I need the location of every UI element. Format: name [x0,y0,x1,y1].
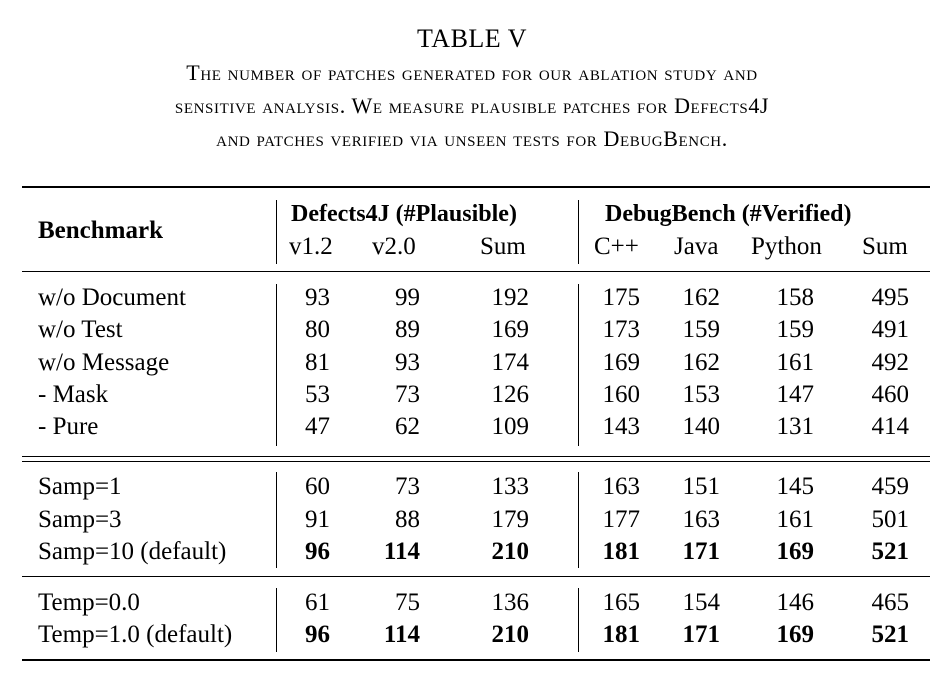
cell-v12: 81 [305,349,330,376]
row-label: Temp=1.0 (default) [38,621,233,648]
cell-java: 140 [682,413,720,440]
row-label: w/o Message [38,349,170,376]
cell-v20: 73 [395,473,420,500]
row-label: Samp=3 [38,506,122,533]
cell-python: 131 [776,413,814,440]
cell-java: 151 [682,473,720,500]
cell-v20: 75 [395,589,420,616]
row-label: w/o Test [38,316,123,343]
cell-cpp: 175 [602,284,640,311]
vsep-sec3-1 [276,588,277,652]
header-col-cpp: C++ [594,233,639,260]
bottom-rule [22,659,930,661]
cell-python: 161 [776,349,814,376]
header-col-sum1: Sum [480,233,526,260]
cell-sum2: 459 [871,473,909,500]
cell-python: 145 [776,473,814,500]
cell-python: 158 [776,284,814,311]
header-col-v12: v1.2 [289,233,333,260]
row-label: - Mask [38,381,109,408]
cell-v12: 60 [305,473,330,500]
cell-sum1: 174 [491,349,529,376]
cell-python: 161 [776,506,814,533]
row-label: w/o Document [38,284,186,311]
cell-v20: 114 [383,538,420,565]
cell-v12: 47 [305,413,330,440]
cell-python: 147 [776,381,814,408]
header-col-python: Python [751,233,822,260]
cell-sum1: 109 [491,413,529,440]
header-group-debugbench: DebugBench (#Verified) [605,201,852,227]
cell-sum1: 210 [491,538,529,565]
cell-v20: 89 [395,316,420,343]
cell-v12: 96 [305,538,330,565]
cell-sum1: 133 [491,473,529,500]
top-rule [22,186,930,188]
cell-java: 162 [682,349,720,376]
header-col-v20: v2.0 [372,233,416,260]
table-title: TABLE V [417,24,527,53]
cell-cpp: 160 [602,381,640,408]
cell-sum2: 414 [871,413,909,440]
vsep-header-1 [276,200,277,264]
cell-cpp: 181 [602,538,640,565]
cell-java: 162 [682,284,720,311]
header-rule [22,271,930,272]
vsep-sec2-2 [578,472,579,568]
cell-cpp: 163 [602,473,640,500]
cell-v20: 62 [395,413,420,440]
caption-line-1: The number of patches generated for our ablation study and [186,60,758,85]
cell-v12: 61 [305,589,330,616]
section-rule-1b [22,461,930,462]
cell-cpp: 169 [602,349,640,376]
vsep-sec3-2 [578,588,579,652]
cell-sum2: 495 [871,284,909,311]
vsep-header-2 [578,200,579,264]
cell-sum1: 192 [491,284,529,311]
header-benchmark: Benchmark [38,217,163,244]
cell-sum2: 465 [871,589,909,616]
cell-sum1: 210 [491,621,529,648]
cell-sum1: 126 [491,381,529,408]
cell-python: 159 [776,316,814,343]
cell-v12: 91 [305,506,330,533]
cell-cpp: 165 [602,589,640,616]
header-col-sum2: Sum [862,233,908,260]
cell-java: 159 [682,316,720,343]
row-label: Samp=10 (default) [38,538,227,565]
vsep-sec1-1 [276,284,277,446]
row-label: Temp=0.0 [38,589,140,616]
cell-v20: 99 [395,284,420,311]
cell-python: 146 [776,589,814,616]
cell-v12: 53 [305,381,330,408]
cell-v20: 88 [395,506,420,533]
cell-java: 163 [682,506,720,533]
cell-sum2: 492 [871,349,909,376]
cell-sum1: 169 [491,316,529,343]
cell-python: 169 [776,538,814,565]
cell-sum2: 521 [871,538,909,565]
cell-v20: 73 [395,381,420,408]
cell-cpp: 173 [602,316,640,343]
cell-v20: 93 [395,349,420,376]
row-label: - Pure [38,413,99,440]
cell-sum2: 491 [871,316,909,343]
cell-cpp: 177 [602,506,640,533]
cell-sum2: 460 [871,381,909,408]
caption-line-3: and patches verified via unseen tests for DebugBench. [216,126,728,151]
section-rule-1a [22,456,930,457]
cell-sum2: 501 [871,506,909,533]
cell-sum1: 136 [491,589,529,616]
cell-v12: 80 [305,316,330,343]
section-rule-2 [22,576,930,577]
cell-python: 169 [776,621,814,648]
row-label: Samp=1 [38,473,122,500]
vsep-sec1-2 [578,284,579,446]
header-col-java: Java [674,233,719,260]
cell-java: 171 [682,621,720,648]
cell-cpp: 181 [602,621,640,648]
cell-cpp: 143 [602,413,640,440]
caption-line-2: sensitive analysis. We measure plausible patches for Defects4J [174,93,770,118]
cell-v12: 93 [305,284,330,311]
cell-java: 154 [682,589,720,616]
cell-sum2: 521 [871,621,909,648]
cell-sum1: 179 [491,506,529,533]
cell-v20: 114 [383,621,420,648]
cell-java: 171 [682,538,720,565]
cell-v12: 96 [305,621,330,648]
header-group-defects4j: Defects4J (#Plausible) [291,201,517,227]
vsep-sec2-1 [276,472,277,568]
cell-java: 153 [682,381,720,408]
